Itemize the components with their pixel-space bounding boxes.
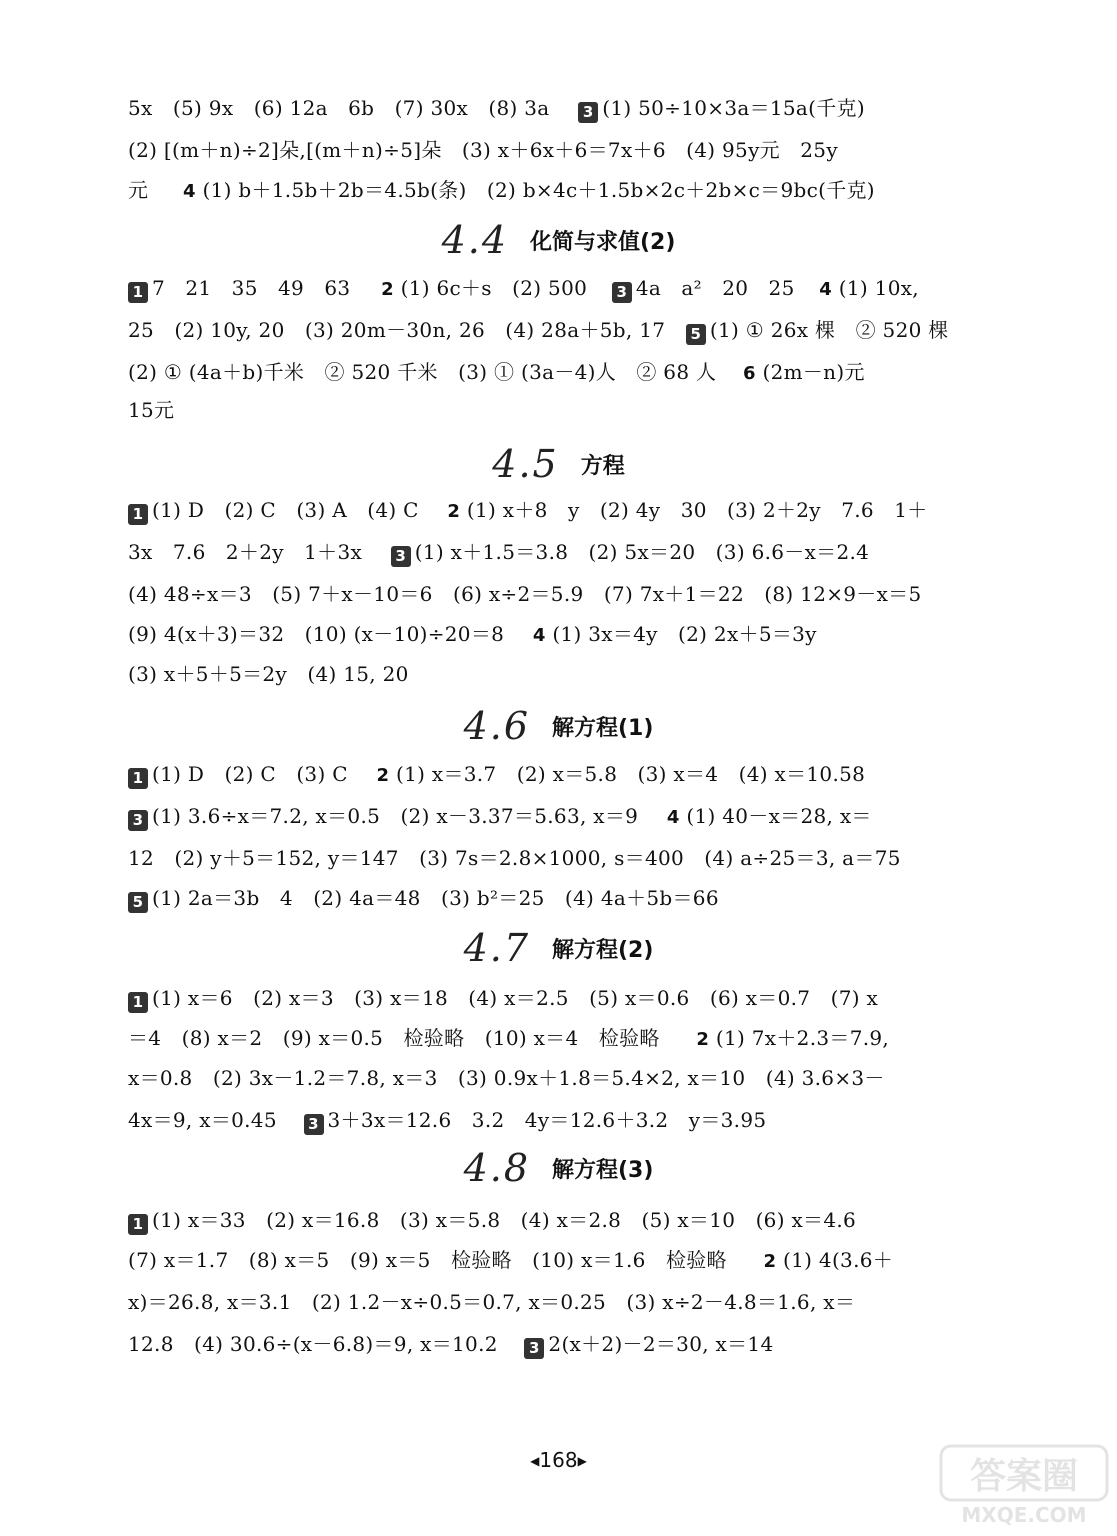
section-heading	[0, 1146, 1117, 1190]
answer-text: (1) 3.6÷x＝7.2, x＝0.5 (2) x－3.37＝5.63, x＝9	[152, 804, 639, 828]
answer-text: x)＝26.8, x＝3.1 (2) 1.2－x÷0.5＝0.7, x＝0.25 (3) x÷2－4.8＝1.6, x＝	[128, 1290, 856, 1314]
question-badge: 3	[578, 102, 598, 123]
answer-text: (2m－n)元	[762, 360, 865, 384]
section-number: 4.7	[463, 926, 530, 970]
answer-line	[128, 538, 1018, 567]
answer-line	[128, 136, 1018, 164]
question-badge: 3	[391, 546, 411, 567]
section-title: 解方程(2)	[552, 937, 654, 963]
answer-text: (1) 50÷10×3a＝15a(千克)	[602, 96, 865, 120]
section-number: 4.4	[441, 218, 508, 262]
answer-text: (2) ① (4a＋b)千米 ② 520 千米 (3) ① (3a－4)人 ② 68 人	[128, 360, 717, 384]
section-number: 4.8	[463, 1146, 530, 1190]
answer-text: (1) 4(3.6＋	[783, 1248, 894, 1272]
answer-text: (1) 40－x＝28, x＝	[686, 804, 872, 828]
section-title: 方程	[580, 453, 625, 479]
question-badge: 5	[128, 892, 148, 913]
watermark-text-bottom: MXQE.COM	[961, 1503, 1087, 1527]
section-heading	[0, 704, 1117, 748]
question-badge: 1	[128, 282, 148, 303]
answer-text: 2(x＋2)－2＝30, x＝14	[548, 1332, 774, 1356]
answer-line	[128, 580, 1018, 608]
question-badge: 3	[304, 1114, 324, 1135]
section-number: 4.5	[492, 442, 559, 486]
answer-line	[128, 620, 1018, 650]
question-number: 4	[666, 807, 680, 828]
answer-text: (1) x＋1.5＝3.8 (2) 5x＝20 (3) 6.6－x＝2.4	[414, 540, 870, 564]
answer-text: 3＋3x＝12.6 3.2 4y＝12.6＋3.2 y＝3.95	[327, 1108, 767, 1132]
answer-line	[128, 316, 1018, 345]
answer-text: (1) 6c＋s (2) 500	[400, 276, 588, 300]
answer-text: 25 (2) 10y, 20 (3) 20m－30n, 26 (4) 28a＋5b, 17	[128, 318, 666, 342]
answer-line	[128, 984, 1018, 1013]
answer-line	[128, 1206, 1018, 1235]
question-badge: 3	[612, 282, 632, 303]
question-badge: 3	[128, 810, 148, 831]
watermark-logo	[939, 1444, 1109, 1528]
question-badge: 3	[524, 1338, 544, 1359]
answer-text: ＝4 (8) x＝2 (9) x＝0.5 检验略 (10) x＝4 检验略	[128, 1026, 660, 1050]
section-title: 化简与求值(2)	[530, 229, 676, 255]
answer-text: x＝0.8 (2) 3x－1.2＝7.8, x＝3 (3) 0.9x＋1.8＝5.4×2, x＝10 (4) 3.6×3－	[128, 1066, 885, 1090]
answer-line	[128, 660, 1018, 688]
answer-line	[128, 1024, 1018, 1054]
question-number: 2	[763, 1251, 777, 1272]
question-badge: 1	[128, 768, 148, 789]
answer-line	[128, 358, 1018, 388]
answer-line	[128, 1288, 1018, 1316]
answer-text: (1) 2a＝3b 4 (2) 4a＝48 (3) b²＝25 (4) 4a＋5b＝66	[152, 886, 719, 910]
answer-line	[128, 274, 1018, 304]
answer-text: 4x＝9, x＝0.45	[128, 1108, 277, 1132]
answer-text: (4) 48÷x＝3 (5) 7＋x－10＝6 (6) x÷2＝5.9 (7) 7x＋1＝22 (8) 12×9－x＝5	[128, 582, 922, 606]
answer-line	[128, 1064, 1018, 1092]
answer-text: (1) 3x＝4y (2) 2x＋5＝3y	[552, 622, 817, 646]
answer-text: (3) x＋5＋5＝2y (4) 15, 20	[128, 662, 409, 686]
answer-text: (1) D (2) C (3) A (4) C	[152, 498, 419, 522]
section-title: 解方程(3)	[552, 1157, 654, 1183]
section-heading	[0, 442, 1117, 486]
answer-text: (1) 7x＋2.3＝7.9,	[715, 1026, 890, 1050]
answer-text: (1) 10x,	[838, 276, 919, 300]
answer-text: 5x (5) 9x (6) 12a 6b (7) 30x (8) 3a	[128, 96, 550, 120]
question-number: 2	[381, 279, 394, 300]
question-number: 4	[532, 625, 546, 646]
page-number-text: 168	[539, 1448, 578, 1472]
answer-text: (1) x＋8 y (2) 4y 30 (3) 2＋2y 7.6 1＋	[466, 498, 928, 522]
answer-line	[128, 802, 1018, 832]
answer-text: 12 (2) y＋5＝152, y＝147 (3) 7s＝2.8×1000, s＝400 (4) a÷25＝3, a＝75	[128, 846, 901, 870]
question-number: 2	[376, 765, 390, 786]
section-number: 4.6	[463, 704, 530, 748]
section-heading	[0, 926, 1117, 970]
answer-text: (1) x＝3.7 (2) x＝5.8 (3) x＝4 (4) x＝10.58	[395, 762, 866, 786]
question-number: 4	[819, 279, 833, 300]
answer-text: 7 21 35 49 63	[152, 276, 351, 300]
answer-line	[128, 844, 1018, 872]
answer-text: 4a a² 20 25	[635, 276, 795, 300]
question-badge: 1	[128, 1214, 148, 1235]
answer-line	[128, 1106, 1018, 1135]
answer-text: 元	[128, 178, 149, 202]
answer-text: (1) D (2) C (3) C	[152, 762, 348, 786]
answer-line	[128, 1330, 1018, 1359]
answer-line	[128, 496, 1018, 526]
answer-text: (1) b＋1.5b＋2b＝4.5b(条) (2) b×4c＋1.5b×2c＋2b×c＝9bc(千克)	[202, 178, 875, 202]
answer-text: 3x 7.6 2＋2y 1＋3x	[128, 540, 363, 564]
question-number: 6	[742, 363, 756, 384]
section-heading	[0, 218, 1117, 262]
answer-text: (7) x＝1.7 (8) x＝5 (9) x＝5 检验略 (10) x＝1.6 检验略	[128, 1248, 727, 1272]
question-badge: 1	[128, 504, 148, 525]
answer-line	[128, 396, 1018, 424]
answer-text: (1) x＝33 (2) x＝16.8 (3) x＝5.8 (4) x＝2.8 (5) x＝10 (6) x＝4.6	[152, 1208, 857, 1232]
answer-line	[128, 760, 1018, 790]
question-badge: 1	[128, 992, 148, 1013]
answer-text: 15元	[128, 398, 175, 422]
answer-line	[128, 94, 1018, 123]
question-number: 2	[447, 501, 461, 522]
answer-text: (1) ① 26x 棵 ② 520 棵	[709, 318, 949, 342]
answer-line	[128, 1246, 1018, 1276]
right-triangle-icon: ▶	[577, 1454, 587, 1468]
question-number: 4	[182, 181, 196, 202]
section-title: 解方程(1)	[552, 715, 654, 741]
question-badge: 5	[686, 324, 706, 345]
answer-line	[128, 884, 1018, 913]
answer-line	[128, 176, 1018, 206]
left-triangle-icon: ◀	[530, 1454, 540, 1468]
answer-text: (9) 4(x＋3)＝32 (10) (x－10)÷20＝8	[128, 622, 505, 646]
answer-text: 12.8 (4) 30.6÷(x－6.8)＝9, x＝10.2	[128, 1332, 498, 1356]
question-number: 2	[696, 1029, 710, 1050]
answer-text: (1) x＝6 (2) x＝3 (3) x＝18 (4) x＝2.5 (5) x＝0.6 (6) x＝0.7 (7) x	[152, 986, 879, 1010]
watermark-text-top: 答案圈	[969, 1456, 1079, 1497]
answer-text: (2) [(m＋n)÷2]朵,[(m＋n)÷5]朵 (3) x＋6x＋6＝7x＋6 (4) 95y元 25y	[128, 138, 838, 162]
